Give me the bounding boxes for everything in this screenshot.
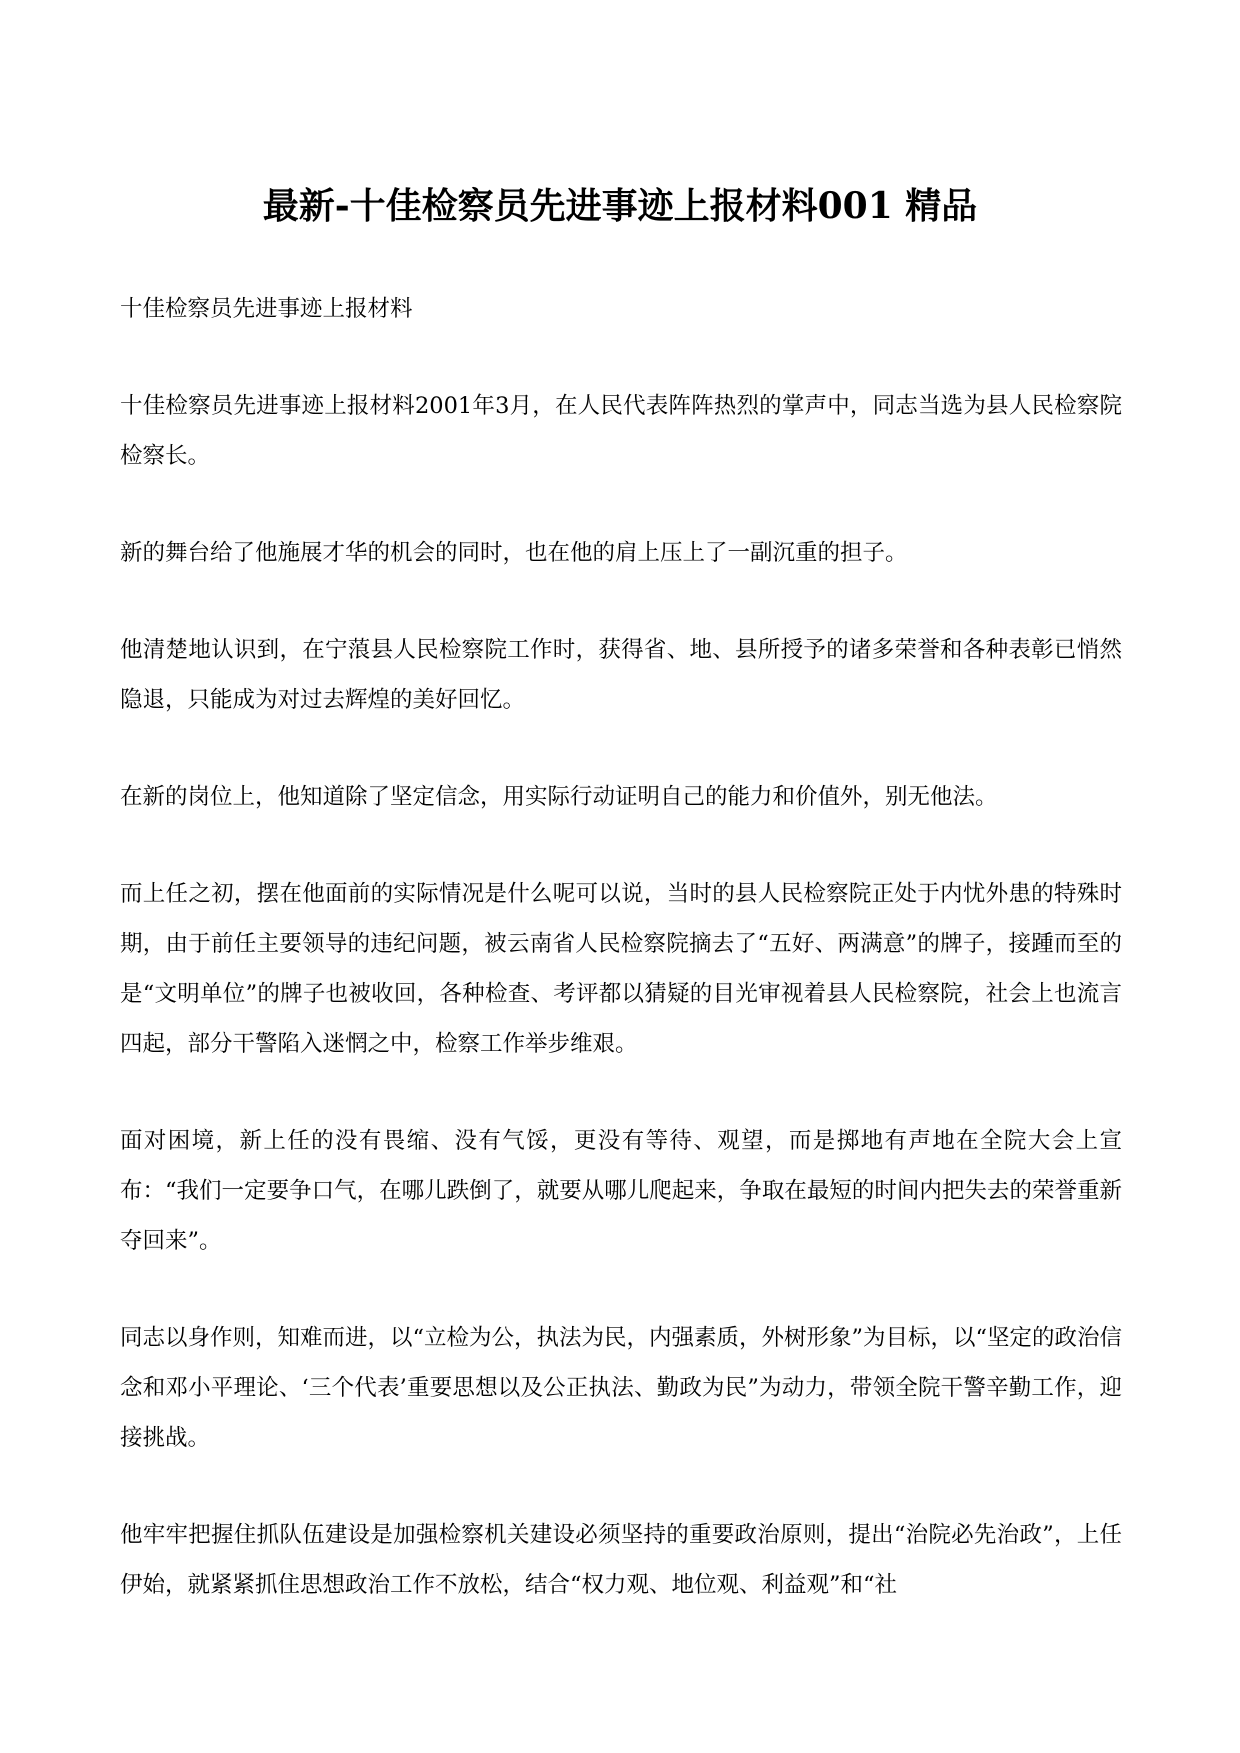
- paragraph-1: 十佳检察员先进事迹上报材料: [120, 296, 413, 322]
- document-body: [120, 284, 1122, 1610]
- paragraph-9: 他牢牢把握住抓队伍建设是加强检察机关建设必须坚持的重要政治原则，提出“治院必先治政”，上任伊始，就紧紧抓住思想政治工作不放松，结合“权力观、地位观、利益观”和“社: [120, 1522, 1122, 1598]
- document-title: 最新-十佳检察员先进事迹上报材料001 精品: [262, 185, 978, 228]
- paragraph-2: 十佳检察员先进事迹上报材料2001年3月，在人民代表阵阵热烈的掌声中，同志当选为县人民检察院检察长。: [120, 393, 1122, 469]
- paragraph-8: 同志以身作则，知难而进，以“立检为公，执法为民，内强素质，外树形象”为目标，以“坚定的政治信念和邓小平理论、‘三个代表’重要思想以及公正执法、勤政为民”为动力，带领全院干警辛勤工作，迎接挑战。: [120, 1325, 1123, 1451]
- paragraph-6: 而上任之初，摆在他面前的实际情况是什么呢可以说，当时的县人民检察院正处于内忧外患的特殊时期，由于前任主要领导的违纪问题，被云南省人民检察院摘去了“五好、两满意”的牌子，接踵而至的是“文明单位”的牌子也被收回，各种检查、考评都以猜疑的目光审视着县人民检察院，社会上也流言四起，部分干警陷入迷惘之中，检察工作举步维艰。: [120, 881, 1122, 1057]
- paragraph-4: 他清楚地认识到，在宁蒗县人民检察院工作时，获得省、地、县所授予的诸多荣誉和各种表彰已悄然隐退，只能成为对过去辉煌的美好回忆。: [120, 637, 1122, 713]
- paragraph-3: 新的舞台给了他施展才华的机会的同时，也在他的肩上压上了一副沉重的担子。: [120, 540, 908, 566]
- paragraph-5: 在新的岗位上，他知道除了坚定信念，用实际行动证明自己的能力和价值外，别无他法。: [120, 784, 998, 810]
- paragraph-7: 面对困境，新上任的没有畏缩、没有气馁，更没有等待、观望，而是掷地有声地在全院大会上宣布：“我们一定要争口气，在哪儿跌倒了，就要从哪儿爬起来，争取在最短的时间内把失去的荣誉重新夺回来”。: [120, 1128, 1122, 1254]
